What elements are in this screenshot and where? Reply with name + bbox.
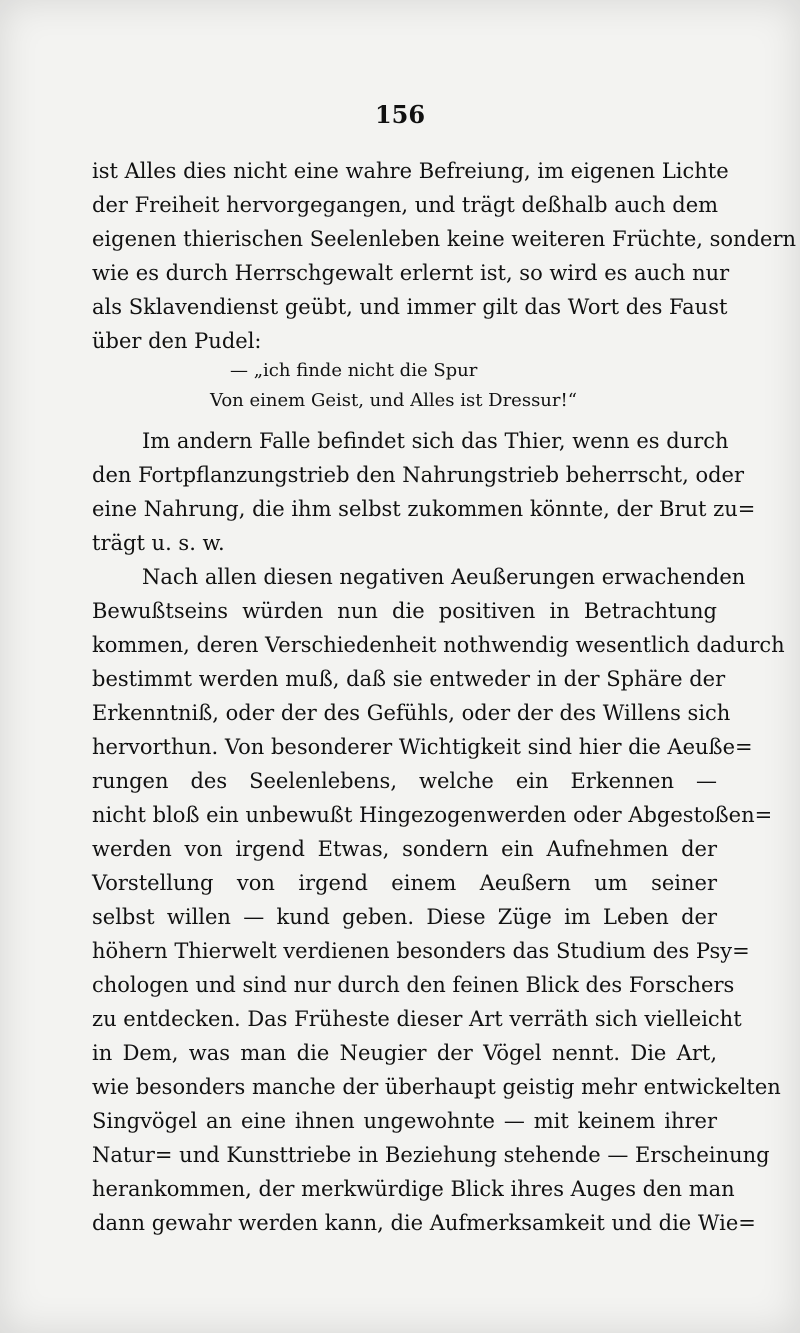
quote-line: Von einem Geist, und Alles ist Dressur!“ bbox=[210, 390, 577, 411]
text-line: eine Nahrung, die ihm selbst zukommen könnte, der Brut zu= bbox=[92, 497, 756, 521]
text-line: eigenen thierischen Seelenleben keine weiteren Früchte, sondern bbox=[92, 227, 797, 251]
text-line: zu entdecken. Das Früheste dieser Art verräth sich vielleicht bbox=[92, 1007, 742, 1031]
page-number: 156 bbox=[374, 100, 426, 129]
text-line: in Dem, was man die Neugier der Vögel nennt. Die Art, bbox=[92, 1041, 717, 1065]
paragraph-first-line: Nach allen diesen negativen Aeußerungen erwachenden bbox=[142, 565, 746, 589]
paragraph-first-line: Im andern Falle befindet sich das Thier, wenn es durch bbox=[142, 429, 729, 453]
text-line: Vorstellung von irgend einem Aeußern um seiner bbox=[92, 871, 717, 895]
text-line: herankommen, der merkwürdige Blick ihres Auges den man bbox=[92, 1177, 735, 1201]
text-line: selbst willen — kund geben. Diese Züge im Leben der bbox=[92, 905, 717, 929]
text-line: Singvögel an eine ihnen ungewohnte — mit keinem ihrer bbox=[92, 1109, 717, 1133]
text-line: Natur= und Kunsttriebe in Beziehung stehende — Erscheinung bbox=[92, 1143, 770, 1167]
text-line: Bewußtseins würden nun die positiven in Betrachtung bbox=[92, 599, 717, 623]
text-line: werden von irgend Etwas, sondern ein Aufnehmen der bbox=[92, 837, 717, 861]
text-line: nicht bloß ein unbewußt Hingezogenwerden oder Abgestoßen= bbox=[92, 803, 773, 827]
text-line: wie besonders manche der überhaupt geistig mehr entwickelten bbox=[92, 1075, 781, 1099]
text-line: kommen, deren Verschiedenheit nothwendig wesentlich dadurch bbox=[92, 633, 785, 657]
text-line: dann gewahr werden kann, die Aufmerksamkeit und die Wie= bbox=[92, 1211, 756, 1235]
text-line: hervorthun. Von besonderer Wichtigkeit sind hier die Aeuße= bbox=[92, 735, 753, 759]
text-line: bestimmt werden muß, daß sie entweder in der Sphäre der bbox=[92, 667, 726, 691]
quote-line: — „ich finde nicht die Spur bbox=[230, 360, 478, 381]
text-line: wie es durch Herrschgewalt erlernt ist, so wird es auch nur bbox=[92, 261, 730, 285]
text-line: über den Pudel: bbox=[92, 329, 262, 353]
text-line: rungen des Seelenlebens, welche ein Erkennen — bbox=[92, 769, 717, 793]
text-line: ist Alles dies nicht eine wahre Befreiung, im eigenen Lichte bbox=[92, 159, 729, 183]
text-line: als Sklavendienst geübt, und immer gilt das Wort des Faust bbox=[92, 295, 728, 319]
text-line: den Fortpflanzungstrieb den Nahrungstrieb beherrscht, oder bbox=[92, 463, 745, 487]
text-line: trägt u. s. w. bbox=[92, 531, 225, 555]
text-line: Erkenntniß, oder der des Gefühls, oder der des Willens sich bbox=[92, 701, 731, 725]
text-line: höhern Thierwelt verdienen besonders das Studium des Psy= bbox=[92, 939, 750, 963]
text-line: der Freiheit hervorgegangen, und trägt deßhalb auch dem bbox=[92, 193, 719, 217]
text-line: chologen und sind nur durch den feinen Blick des Forschers bbox=[92, 973, 735, 997]
